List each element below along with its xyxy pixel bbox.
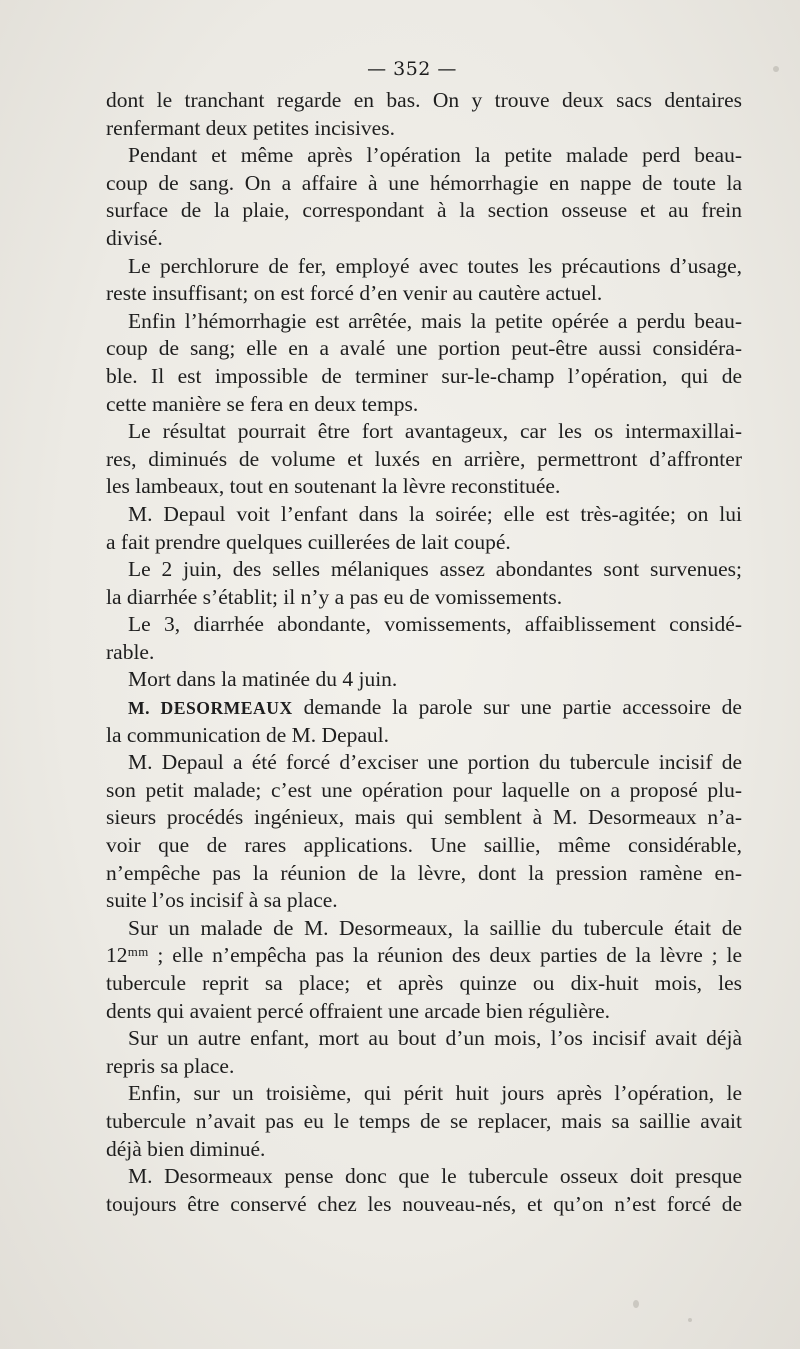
text-line: Mort dans la matinée du 4 juin. — [128, 667, 398, 692]
text-line: Enfin l’hémorrhagie est arrêtée, mais la petite opérée a perdu beau- — [128, 308, 742, 333]
text-line: Le perchlorure de fer, employé avec toutes les précautions d’usage, — [128, 253, 742, 278]
text-line — [106, 694, 742, 722]
text-line: surface de la plaie, correspondant à la section osseuse et au frein — [106, 198, 742, 223]
text-line: Sur un autre enfant, mort au bout d’un mois, l’os incisif avait déjà — [128, 1026, 742, 1051]
text-line: reste insuffisant; on est forcé d’en venir au cautère actuel. — [106, 281, 603, 306]
text-line: dont le tranchant regarde en bas. On y trouve deux sacs dentaires — [106, 88, 742, 112]
text-line: tubercule n’avait pas eu le temps de se replacer, mais sa saillie avait — [106, 1108, 742, 1133]
body-text — [106, 87, 742, 1218]
ink-speck — [688, 1318, 692, 1322]
text-line: divisé. — [106, 225, 163, 250]
text-line: M. Depaul a été forcé d’exciser une portion du tubercule incisif de — [128, 750, 742, 775]
text-line: renfermant deux petites incisives. — [106, 115, 395, 140]
ink-speck — [773, 66, 779, 72]
text-line: les lambeaux, tout en soutenant la lèvre reconstituée. — [106, 474, 561, 499]
text-line: 12ᵐᵐ ; elle n’empêcha pas la réunion des deux parties de la lèvre ; le — [106, 943, 742, 968]
text-line: n’empêche pas la réunion de la lèvre, dont la pression ramène en- — [106, 860, 742, 885]
text-line: M. Desormeaux pense donc que le tubercule osseux doit presque — [128, 1164, 742, 1189]
text-line: a fait prendre quelques cuillerées de lait coupé. — [106, 529, 511, 554]
speaker-name: M. DESORMEAUX — [128, 698, 293, 719]
text-line: sieurs procédés ingénieux, mais qui semblent à M. Desormeaux n’a- — [106, 805, 742, 830]
text-line: rable. — [106, 639, 155, 664]
text-line: Enfin, sur un troisième, qui périt huit jours après l’opération, le — [128, 1081, 742, 1106]
text-line: coup de sang; elle en a avalé une portion peut-être aussi considéra- — [106, 336, 742, 361]
text-line: déjà bien diminué. — [106, 1136, 266, 1161]
text-span: demande la parole sur une partie accessoire de — [292, 695, 742, 720]
text-line: toujours être conservé chez les nouveau-nés, et qu’on n’est forcé de — [106, 1191, 742, 1216]
text-line: ble. Il est impossible de terminer sur-le-champ l’opération, qui de — [106, 363, 742, 388]
text-line: son petit malade; c’est une opération pour laquelle on a proposé plu- — [106, 777, 742, 802]
text-line: Le résultat pourrait être fort avantageux, car les os intermaxillai- — [128, 419, 742, 444]
text-line: Le 2 juin, des selles mélaniques assez abondantes sont survenues; — [128, 557, 742, 582]
ink-speck — [633, 1300, 639, 1308]
text-line: res, diminués de volume et luxés en arrière, permettront d’affronter — [106, 446, 742, 471]
text-line: la communication de M. Depaul. — [106, 722, 390, 747]
text-line: tubercule reprit sa place; et après quinze ou dix-huit mois, les — [106, 971, 742, 995]
text-line: Pendant et même après l’opération la petite malade perd beau- — [128, 143, 742, 168]
text-line: M. Depaul voit l’enfant dans la soirée; elle est très-agitée; on lui — [128, 501, 742, 526]
page-number: — 352 — — [367, 58, 457, 80]
text-line: Le 3, diarrhée abondante, vomissements, affaiblissement considé- — [128, 612, 742, 637]
text-line: cette manière se fera en deux temps. — [106, 391, 419, 416]
text-line: coup de sang. On a affaire à une hémorrhagie en nappe de toute la — [106, 170, 742, 195]
text-line: dents qui avaient percé offraient une arcade bien régulière. — [106, 998, 611, 1023]
text-line: repris sa place. — [106, 1053, 235, 1078]
text-line: suite l’os incisif à sa place. — [106, 888, 338, 913]
text-line: Sur un malade de M. Desormeaux, la saillie du tubercule était de — [128, 915, 742, 940]
text-line: la diarrhée s’établit; il n’y a pas eu de vomissements. — [106, 584, 563, 609]
text-line: voir que de rares applications. Une saillie, même considérable, — [106, 833, 742, 858]
